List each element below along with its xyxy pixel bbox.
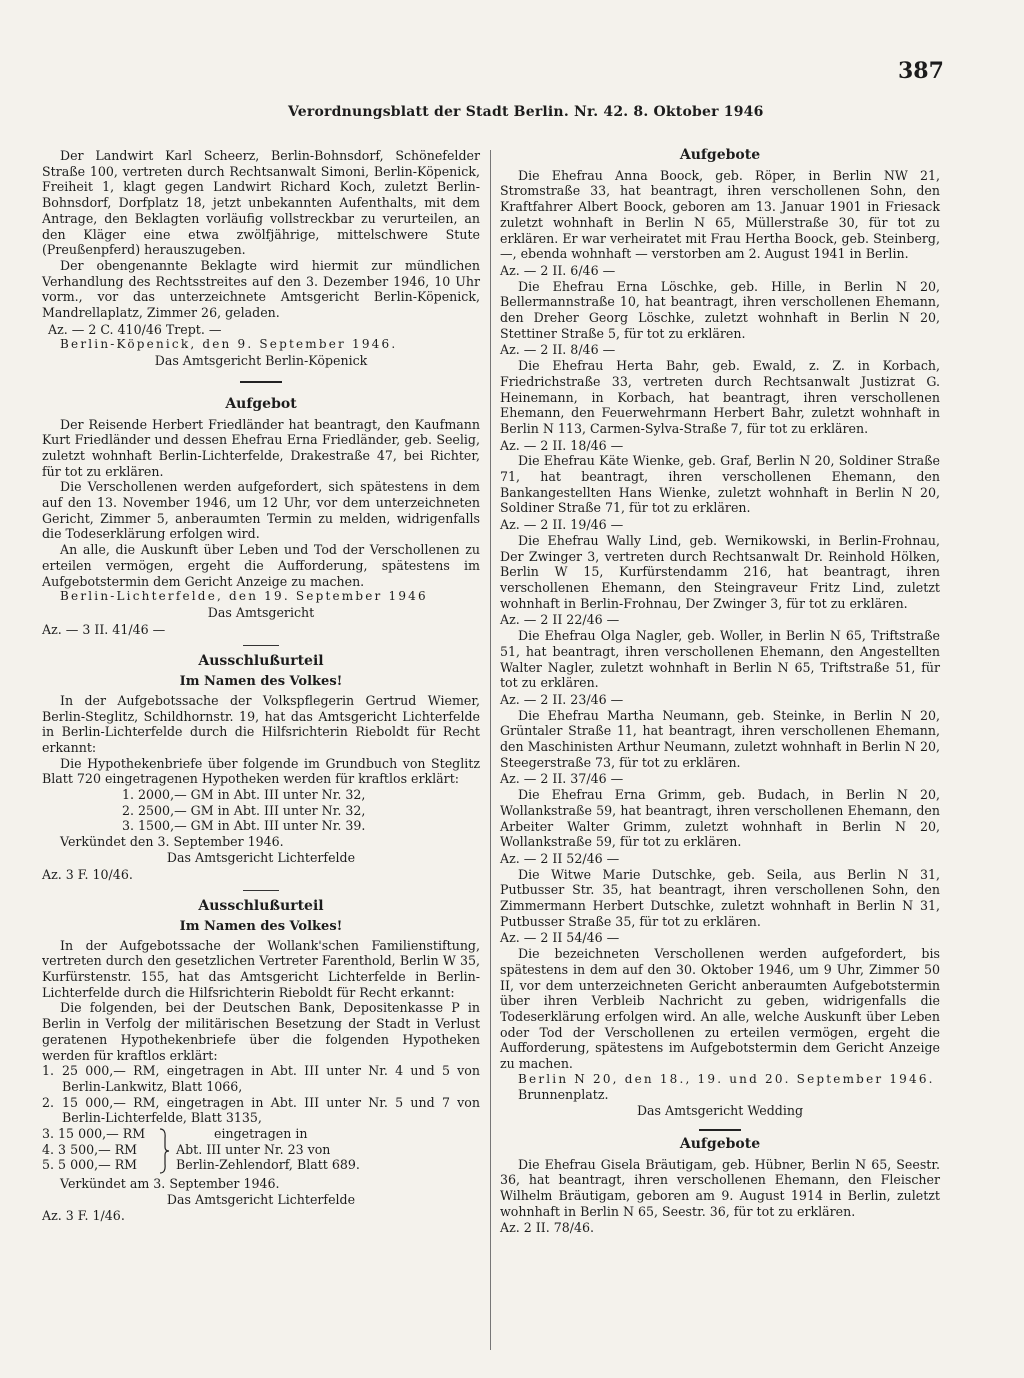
file-reference: Az. — 2 II. 6/46 — — [500, 262, 616, 278]
aufgebot-entry — [500, 628, 940, 708]
bracket-description — [176, 1126, 476, 1173]
list-number: 1. — [42, 1063, 55, 1079]
file-reference: Az. — 2 II 54/46 — — [500, 930, 620, 946]
verkuendet-date: Verkündet den 3. September 1946. — [60, 834, 284, 850]
section-divider — [243, 645, 279, 646]
notice-aufgebot — [42, 397, 480, 638]
paragraph: Die Ehefrau Herta Bahr, geb. Ewald, z. Z. in Korbach, Friedrichstraße 33, vertreten durch Rechtsanwalt Justizrat G. Heinemann, in Korbach, hat beantragt, ihren verschollenen Ehemann, den Feuerwehrmann Herbert Bahr, zuletzt wohnhaft in Berlin N 113, Carmen-Sylva-Straße 7, für tot zu erklären. — [500, 358, 940, 436]
list-number: 5. — [42, 1157, 55, 1173]
aufgebot-entry — [500, 279, 940, 359]
list-item: 1. 2000,— GM in Abt. III unter Nr. 32, — [122, 787, 366, 803]
notice-ausschlussurteil-1 — [42, 654, 480, 882]
bracket-line: Berlin-Zehlendorf, Blatt 689. — [176, 1157, 360, 1173]
paragraph: Die Ehefrau Anna Boock, geb. Röper, in Berlin NW 21, Stromstraße 33, hat beantragt, ihren verschollenen Sohn, den Kraftfahrer Albert Boock, geboren am 13. Januar 1901 in Friesack zuletzt wohnhaft in Berlin N 65, Müllerstraße 30, für tot zu erklären. Er war verheiratet mit Frau Hertha Boock, geb. Steinberg, —, ebenda wohnhaft — verstorben am 2. August 1941 in Berlin. — [500, 167, 940, 262]
bracket-values — [42, 1126, 152, 1173]
list-item — [42, 1157, 152, 1173]
paragraph: Die Ehefrau Gisela Bräutigam, geb. Hübner, Berlin N 65, Seestr. 36, hat beantragt, ihren verschollenen Ehemann, den Fleischer Wilhelm Bräutigam, geboren am 9. August 1914 in Berlin, zuletzt wohnhaft in Berlin N 65, Seestr. 36, für tot zu erklären. — [500, 1156, 940, 1219]
file-reference: Az. — 3 II. 41/46 — — [42, 621, 166, 637]
section-heading: Aufgebote — [679, 1135, 761, 1152]
notice-aufgebot-2 — [500, 1137, 940, 1236]
paragraph: Die Ehefrau Wally Lind, geb. Wernikowski, in Berlin-Frohnau, Der Zwinger 3, vertreten durch Rechtsanwalt Dr. Reinhold Hölken, Berlin W 15, Kurfürstendamm 216, hat beantragt, ihren verschollenen Ehemann, den Steingraveur Fritz Lind, zuletzt wohnhaft in Berlin-Frohnau, Der Zwinger 3, für tot zu erklären. — [500, 532, 940, 611]
notice-ausschlussurteil-2 — [42, 899, 480, 1224]
paragraph: Die Ehefrau Erna Grimm, geb. Budach, in Berlin N 20, Wollankstraße 59, hat beantragt, ihren verschollenen Ehemann, den Arbeiter Walter Grimm, zuletzt wohnhaft in Berlin N 20, Wollankstraße 59, für tot zu erklären. — [500, 787, 940, 850]
brace-icon — [158, 1128, 170, 1174]
list-value: 3 500,— RM — [58, 1141, 138, 1157]
court-signature: Das Amtsgericht — [207, 604, 315, 620]
place-date: Berlin-Köpenick, den 9. September 1946. — [60, 337, 398, 352]
file-reference: Az. — 2 II 22/46 — — [500, 612, 620, 628]
list-item: 3. 1500,— GM in Abt. III unter Nr. 39. — [122, 818, 366, 834]
court-signature: Das Amtsgericht Berlin-Köpenick — [154, 353, 368, 369]
paragraph: In der Aufgebotssache der Wollank'schen Familienstiftung, vertreten durch den gesetzlichen Vertreter Farenthold, Berlin W 35, Kurfürstenstr. 155, hat das Amtsgericht Lichterfelde in Berlin-Lichterfelde durch die Hilfsrichterin Rieboldt für Recht erkannt: — [42, 937, 480, 1000]
place-address: Brunnenplatz. — [518, 1087, 609, 1103]
file-reference: Az. — 2 II. 8/46 — — [500, 342, 616, 358]
file-reference: Az. 2 II. 78/46. — [500, 1220, 595, 1236]
column-divider — [490, 150, 491, 1350]
section-heading: Ausschlußurteil — [198, 898, 324, 915]
court-signature: Das Amtsgericht Lichterfelde — [166, 1191, 356, 1207]
paragraph: Der Reisende Herbert Friedländer hat beantragt, den Kaufmann Kurt Friedländer und dessen Ehefrau Erna Friedländer, geb. Seelig, zuletzt wohnhaft Berlin-Lichterfelde, Drakestraße 47, bei Richter, für tot zu erklären. — [42, 416, 480, 479]
paragraph: Die Ehefrau Martha Neumann, geb. Steinke, in Berlin N 20, Grüntaler Straße 11, hat beantragt, ihren verschollenen Ehemann, den Maschinisten Arthur Neumann, zuletzt wohnhaft in Berlin N 20, Steegerstraße 73, für tot zu erklären. — [500, 707, 940, 770]
closing-paragraph: Die bezeichneten Verschollenen werden aufgefordert, bis spätestens in dem auf den 30. Oktober 1946, um 9 Uhr, Zimmer 50 II, vor dem unterzeichneten Gericht anberaumten Aufgebotstermin über ihren Verbleib Nachricht zu geben, widrigenfalls die Todeserklärung erfolgen wird. An alle, welche Auskunft über Leben oder Tod der Verschollenen zu erteilen vermögen, ergeht die Aufforderung, spätestens im Aufgebotstermin dem Gericht Anzeige zu machen. — [500, 946, 940, 1072]
file-reference: Az. — 2 II. 37/46 — — [500, 771, 624, 787]
file-reference: Az. — 2 II. 23/46 — — [500, 691, 624, 707]
list-text: 15 000,— RM, eingetragen in Abt. III unter Nr. 5 und 7 von Berlin-Lichterfelde, Blatt 3135, — [62, 1094, 480, 1126]
file-reference: Az. — 2 II. 18/46 — — [500, 437, 624, 453]
list-value: 5 000,— RM — [58, 1157, 138, 1173]
right-column — [500, 148, 940, 1236]
section-heading: Aufgebote — [679, 147, 761, 163]
aufgebot-entry — [500, 358, 940, 453]
list-text: 25 000,— RM, eingetragen in Abt. III unter Nr. 4 und 5 von Berlin-Lankwitz, Blatt 1066, — [62, 1063, 480, 1094]
aufgebot-entry — [500, 867, 940, 947]
aufgebot-entry — [500, 708, 940, 788]
paragraph: In der Aufgebotssache der Volkspflegerin Gertrud Wiemer, Berlin-Steglitz, Schildhornstr. 19, hat das Amtsgericht Lichterfelde in Berlin-Lichterfelde durch die Hilfsrichterin Rieboldt für Recht erkannt: — [42, 692, 480, 755]
paragraph: Die Witwe Marie Dutschke, geb. Seila, aus Berlin N 31, Putbusser Str. 35, hat beantragt, ihren verschollenen Sohn, den Zimmermann Herbert Dutschke, zuletzt wohnhaft in Berlin N 31, Putbusser Straße 35, für tot zu erklären. — [500, 866, 940, 929]
header-title: Verordnungsblatt der Stadt Berlin. Nr. 42. 8. Oktober 1946 — [288, 104, 764, 120]
page-number: 387 — [898, 58, 944, 84]
bracket-line: Abt. III unter Nr. 23 von — [176, 1141, 331, 1157]
aufgebot-entry — [500, 787, 940, 867]
paragraph: Der Landwirt Karl Scheerz, Berlin-Bohnsdorf, Schönefelder Straße 100, vertreten durch Rechtsanwalt Simoni, Berlin-Köpenick, Freiheit 1, klagt gegen Landwirt Richard Koch, zuletzt Berlin-Bohnsdorf, Dorfplatz 18, jetzt unbekannten Aufenthalts, mit dem Antrage, den Beklagten vorläufig vollstreckbar zu verurteilen, an den Kläger eine etwa zwölfjährige, mittelschwere Stute (Preußenpferd) herauszugeben. — [42, 148, 480, 258]
section-divider — [699, 1129, 741, 1131]
file-reference: Az. — 2 II 52/46 — — [500, 850, 620, 866]
section-heading: Ausschlußurteil — [198, 653, 324, 670]
list-value: 15 000,— RM — [58, 1126, 146, 1142]
file-reference: Az. 3 F. 1/46. — [42, 1208, 125, 1224]
paragraph: Die folgenden, bei der Deutschen Bank, Depositenkasse P in Berlin in Verfolg der militärischen Besetzung der Stadt in Verlust geratenen Hypothekenbriefe über die folgenden Hypotheken werden für kraftlos erklärt: — [42, 1000, 480, 1063]
paragraph: Die Ehefrau Erna Löschke, geb. Hille, in Berlin N 20, Bellermannstraße 10, hat beantragt, ihren verschollenen Ehemann, den Dreher Georg Löschke, zuletzt wohnhaft in Berlin N 20, Stettiner Straße 5, für tot zu erklären. — [500, 278, 940, 341]
list-number: 2. — [42, 1094, 55, 1110]
file-reference: Az. — 2 C. 410/46 Trept. — — [48, 321, 222, 337]
place-date: Berlin N 20, den 18., 19. und 20. September 1946. — [518, 1071, 935, 1086]
aufgebot-entry — [500, 533, 940, 628]
verkuendet-date: Verkündet am 3. September 1946. — [60, 1176, 280, 1192]
section-heading: Aufgebot — [225, 395, 297, 412]
section-subheading: Im Namen des Volkes! — [179, 674, 343, 690]
bracketed-list — [42, 1126, 480, 1176]
paragraph: Die Hypothekenbriefe über folgende im Grundbuch von Steglitz Blatt 720 eingetragenen Hypotheken werden für kraftlos erklärt: — [42, 755, 480, 787]
list-item — [42, 1095, 480, 1126]
paragraph: An alle, die Auskunft über Leben und Tod der Verschollenen zu erteilen vermögen, ergeht die Aufforderung, spätestens im Aufgebotstermin dem Gericht Anzeige zu machen. — [42, 542, 480, 589]
list-item: 2. 2500,— GM in Abt. III unter Nr. 32, — [122, 802, 366, 818]
aufgebot-entry — [500, 168, 940, 279]
place-date: Berlin-Lichterfelde, den 19. September 1946 — [60, 589, 428, 604]
paragraph: Die Verschollenen werden aufgefordert, sich spätestens in dem auf den 13. November 1946, um 12 Uhr, vor dem unterzeichneten Gericht, Zimmer 5, anberaumten Termin zu melden, widrigenfalls die Todeserklärung erfolgen wird. — [42, 479, 480, 542]
list-number: 3. — [42, 1126, 55, 1142]
court-signature: Das Amtsgericht Lichterfelde — [166, 849, 356, 865]
file-reference: Az. — 2 II. 19/46 — — [500, 517, 624, 533]
file-reference: Az. 3 F. 10/46. — [42, 866, 133, 882]
bracket-line: eingetragen in — [214, 1126, 308, 1142]
notice-summons — [42, 148, 480, 369]
court-signature: Das Amtsgericht Wedding — [636, 1103, 804, 1119]
paragraph: Die Ehefrau Käte Wienke, geb. Graf, Berlin N 20, Soldiner Straße 71, hat beantragt, ihren verschollenen Ehemann, den Bankangestellten Hans Wienke, zuletzt wohnhaft in Berlin N 20, Soldiner Straße 71, für tot zu erklären. — [500, 453, 940, 516]
aufgebot-entry — [500, 453, 940, 533]
list-number: 4. — [42, 1141, 55, 1157]
paragraph: Die Ehefrau Olga Nagler, geb. Woller, in Berlin N 65, Triftstraße 51, hat beantragt, ihren verschollenen Ehemann, den Angestellten Walter Nagler, zuletzt wohnhaft in Berlin N 65, Triftstraße 51, für tot zu erklären. — [500, 628, 940, 691]
list-item — [42, 1063, 480, 1094]
section-divider — [240, 381, 282, 383]
list-item — [42, 1142, 152, 1158]
section-divider — [243, 890, 279, 891]
list-item — [42, 1126, 152, 1142]
section-subheading: Im Namen des Volkes! — [179, 918, 343, 934]
page-header — [0, 100, 1024, 130]
paragraph: Der obengenannte Beklagte wird hiermit zur mündlichen Verhandlung des Rechtsstreites auf den 3. Dezember 1946, 10 Uhr vorm., vor das unterzeichnete Amtsgericht Berlin-Köpenick, Mandrellaplatz, Zimmer 26, geladen. — [42, 257, 480, 321]
left-column — [42, 148, 480, 1224]
